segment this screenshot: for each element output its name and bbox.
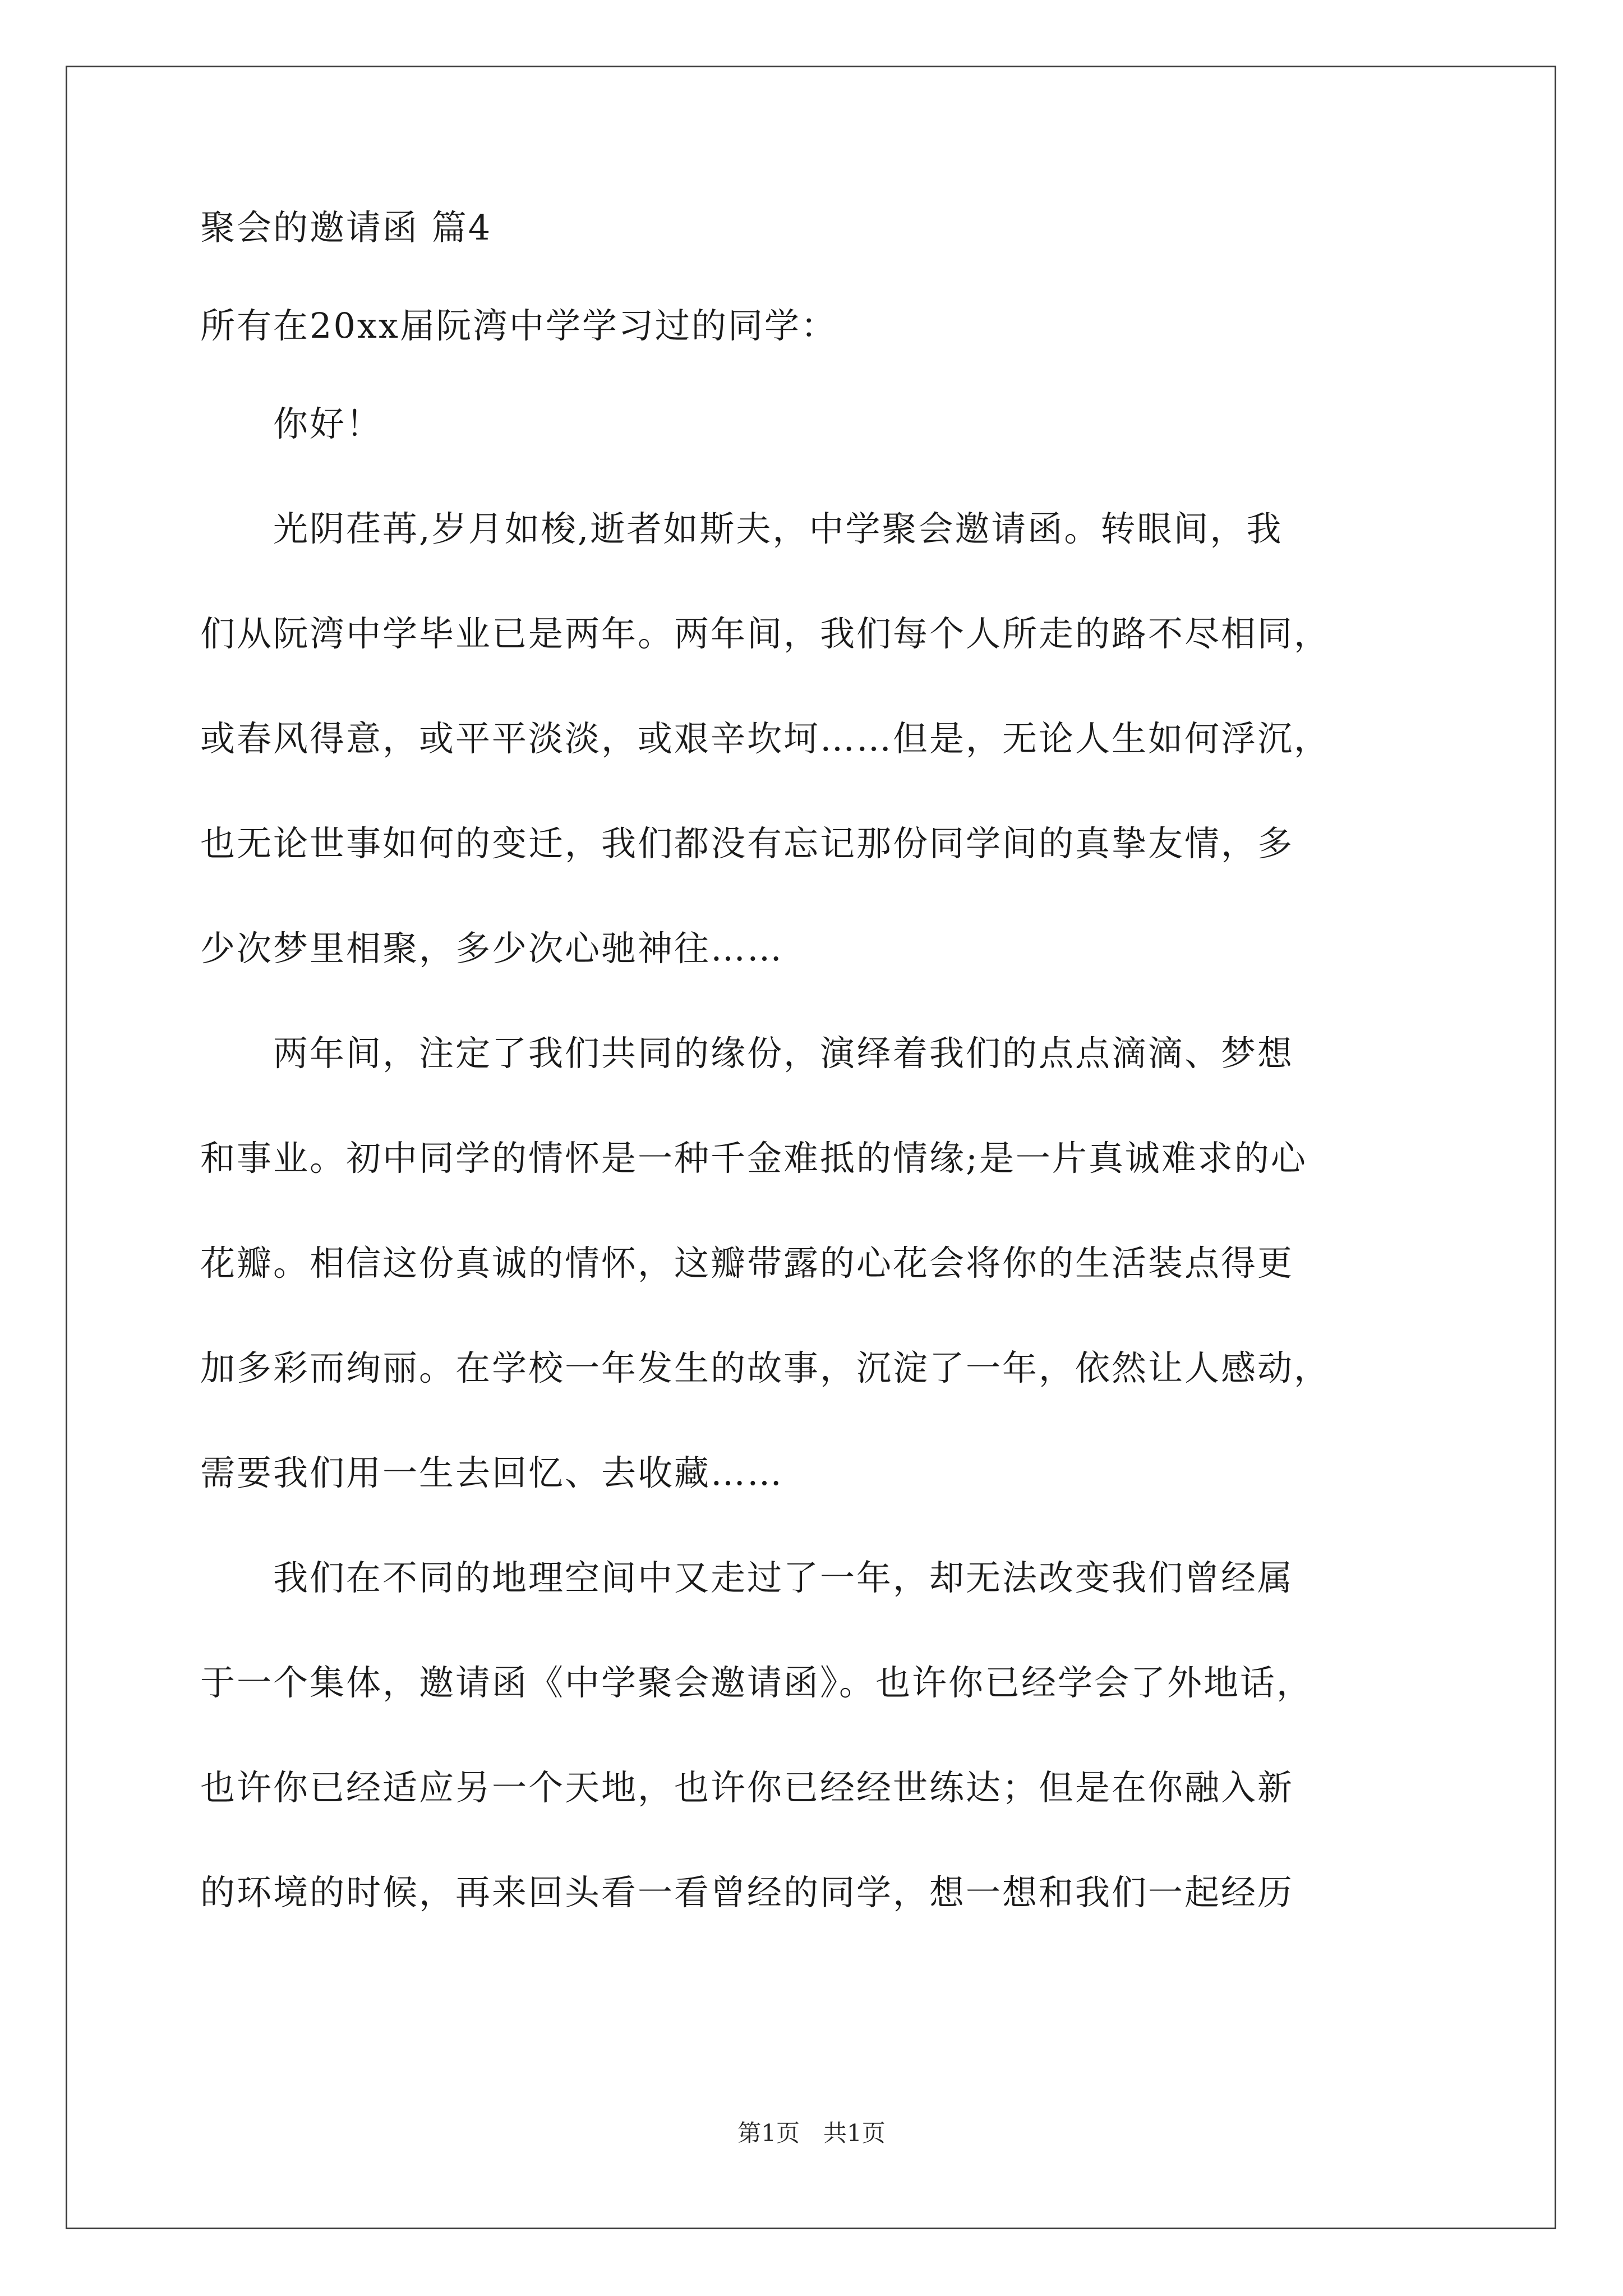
text-line: 光阴荏苒,岁月如梭,逝者如斯夫，中学聚会邀请函。转眼间，我 (200, 508, 1283, 549)
page-number: 第1页 共1页 (737, 2119, 886, 2147)
text-line: 的环境的时候，再来回头看一看曾经的同学，想一想和我们一起经历 (200, 1872, 1294, 1913)
text-line: 们从阮湾中学毕业已是两年。两年间，我们每个人所走的路不尽相同， (200, 613, 1331, 654)
text-line: 花瓣。相信这份真诚的情怀，这瓣带露的心花会将你的生活装点得更 (200, 1243, 1294, 1283)
text-line: 也许你已经适应另一个天地，也许你已经经世练达；但是在你融入新 (200, 1767, 1294, 1808)
text-line: 和事业。初中同学的情怀是一种千金难抵的情缘;是一片真诚难求的心 (200, 1138, 1307, 1179)
text-line: 需要我们用一生去回忆、去收藏…… (200, 1452, 784, 1493)
text-line: 于一个集体，邀请函《中学聚会邀请函》。也许你已经学会了外地话， (200, 1662, 1313, 1703)
greeting: 你好！ (200, 403, 383, 444)
text-line: 加多彩而绚丽。在学校一年发生的故事，沉淀了一年，依然让人感动， (200, 1347, 1331, 1388)
text-line: 少次梦里相聚，多少次心驰神往…… (200, 928, 784, 969)
document-title: 聚会的邀请函 篇4 (200, 207, 492, 248)
text-line: 我们在不同的地理空间中又走过了一年，却无法改变我们曾经属 (200, 1557, 1294, 1598)
text-line: 也无论世事如何的变迁，我们都没有忘记那份同学间的真挚友情，多 (200, 823, 1294, 864)
salutation: 所有在20xx届阮湾中学学习过的同学： (200, 305, 837, 346)
text-line: 或春风得意，或平平淡淡，或艰辛坎坷……但是，无论人生如何浮沉， (200, 718, 1331, 759)
text-line: 两年间，注定了我们共同的缘份，演绎着我们的点点滴滴、梦想 (200, 1033, 1294, 1074)
